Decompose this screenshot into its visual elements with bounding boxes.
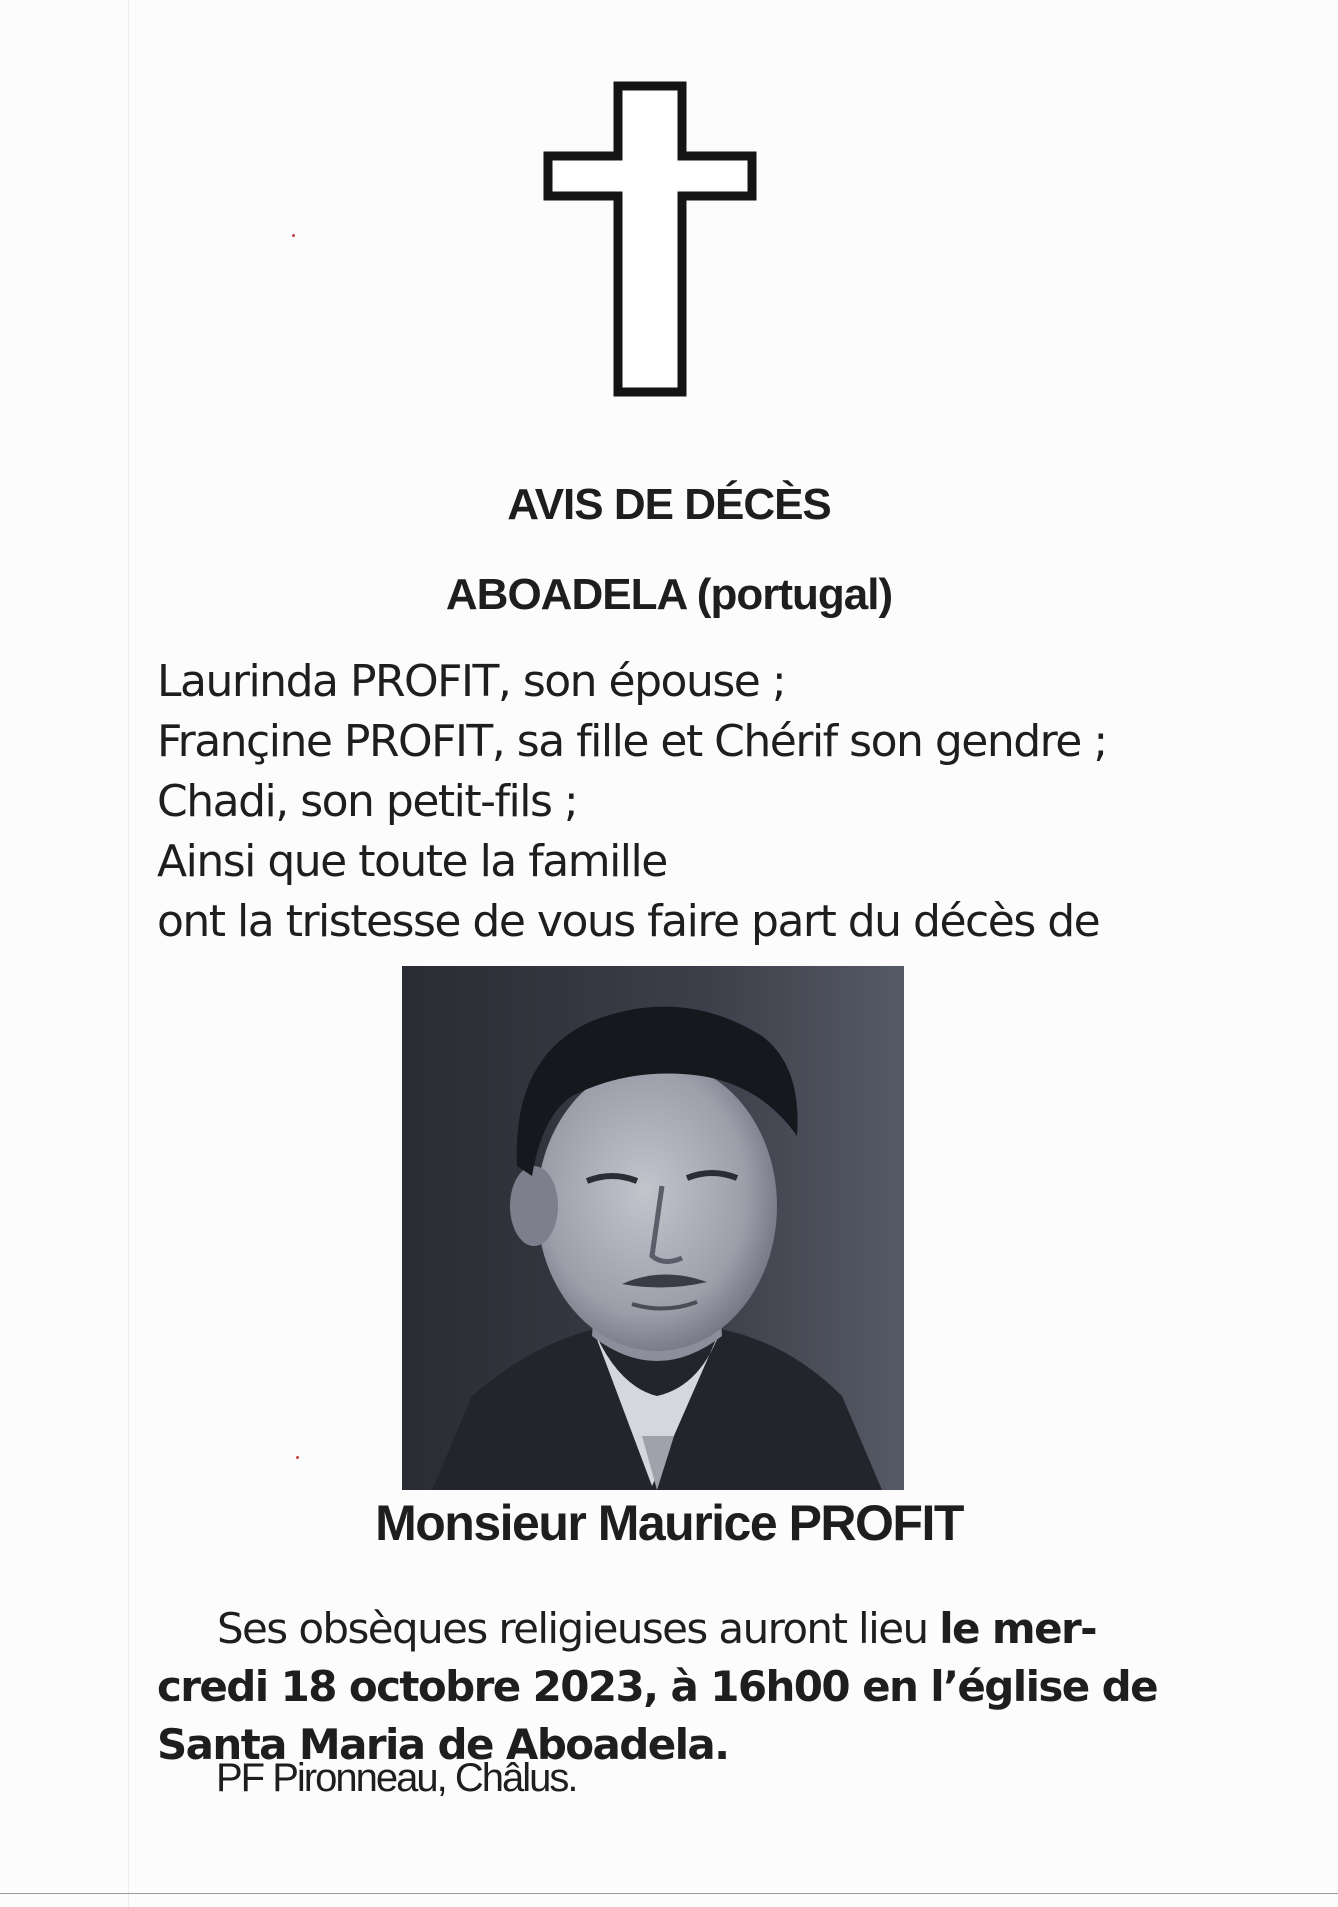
funeral-line: Santa Maria de Aboadela. (157, 1720, 729, 1769)
paper-fold-line (128, 0, 129, 1907)
funeral-line (157, 1600, 1207, 1658)
funeral-text-normal: Ses obsèques religieuses auront lieu (217, 1604, 940, 1653)
funeral-text-bold: le mer- (939, 1604, 1096, 1653)
family-line: Laurinda PROFIT, son épouse ; (157, 656, 786, 707)
notice-place: ABOADELA (portugal) (445, 570, 893, 619)
family-line: Françine PROFIT, sa fille et Chérif son gendre ; (157, 716, 1107, 767)
family-line: ont la tristesse de vous faire part du décès de (157, 896, 1100, 947)
cross-icon (540, 78, 760, 400)
scan-speck (296, 1456, 299, 1459)
family-line: Ainsi que toute la famille (157, 836, 667, 887)
scan-edge-line (0, 1893, 1338, 1894)
family-lines (157, 652, 1207, 952)
family-line: Chadi, son petit-fils ; (157, 776, 578, 827)
funeral-line: credi 18 octobre 2023, à 16h00 en l’église de (157, 1662, 1158, 1711)
scan-speck (292, 234, 295, 237)
funeral-home: PF Pironneau, Châlus. (216, 1756, 577, 1800)
deceased-name: Monsieur Maurice PROFIT (375, 1495, 963, 1551)
notice-title: AVIS DE DÉCÈS (507, 480, 831, 529)
portrait-photo (402, 966, 904, 1490)
funeral-paragraph (157, 1600, 1207, 1774)
